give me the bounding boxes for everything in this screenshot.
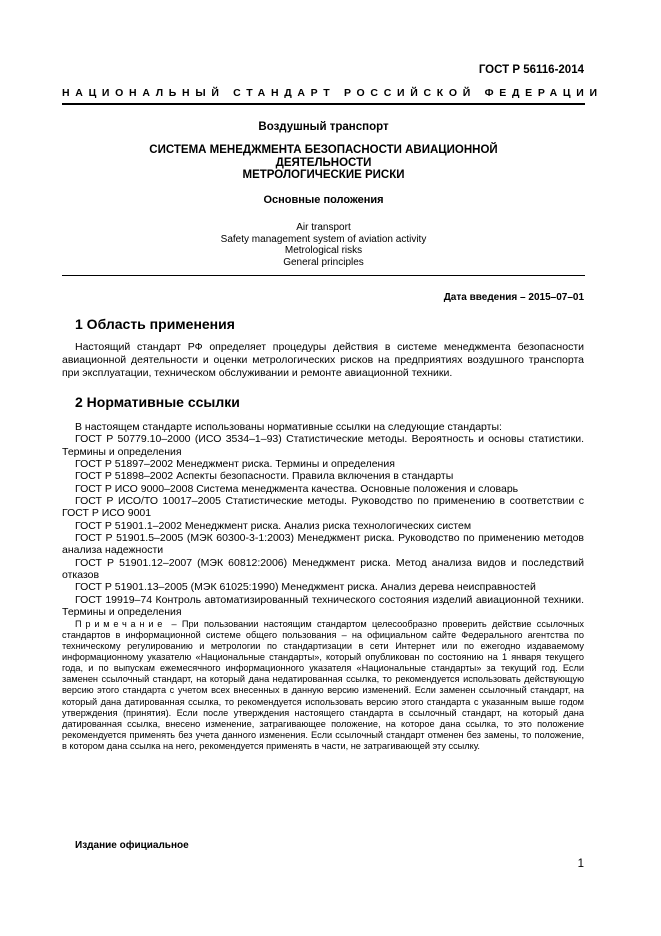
english-title-line: Air transport (296, 222, 351, 233)
title-line: ДЕЯТЕЛЬНОСТИ (275, 156, 372, 169)
document-subtitle: Основные положения (263, 194, 384, 206)
english-title (62, 222, 585, 268)
reference-item: ГОСТ Р ИСО/ТО 10017–2005 Статистические методы. Руководство по применению в соответствии с ГОСТ Р ИСО 9001 (62, 495, 584, 520)
note-text: – При пользовании настоящим стандартом целесообразно проверить действие ссылочных стандартов в информационной системе общего пользования – на официальном сайте Федерального агентства по техническому регулированию и метрологии по стандартизации в сети Интернет или по ежегодно издаваемому информационному указателю «Национальные стандарты», который опубликован по состоянию на 1 января текущего года, и по выпускам ежемесячного информационного указателя «Национальные стандарты» за текущий год. Если заменен ссылочный стандарт, на который дана недатированная ссылка, то рекомендуется использовать действующую версию этого стандарта с учетом всех внесенных в данную версию изменений. Если заменен ссылочный стандарт, на который дана датированная ссылка, то рекомендуется использовать версию этого стандарта с указанным выше годом утверждения (принятия). Если после утверждения настоящего стандарта в ссылочный стандарт, на который дана датированная ссылка, внесено изменение, затрагивающее положение, на которое дана ссылка, то это положение рекомендуется применять без учета данного изменения. Если ссылочный стандарт отменен без замены, то положение, в котором дана ссылка на него, рекомендуется применять в части, не затрагивающей эту ссылку. (62, 618, 584, 752)
section-heading-scope: 1 Область применения (75, 316, 235, 332)
subject-title: Воздушный транспорт (258, 121, 389, 133)
document-title (62, 144, 585, 182)
reference-item: ГОСТ Р 51901.13–2005 (МЭК 61025:1990) Менеджмент риска. Анализ дерева неисправностей (75, 581, 536, 594)
references-intro: В настоящем стандарте использованы нормативные ссылки на следующие стандарты: (75, 421, 502, 433)
references-list (62, 421, 584, 752)
title-line: СИСТЕМА МЕНЕДЖМЕНТА БЕЗОПАСНОСТИ АВИАЦИОННОЙ (149, 144, 498, 156)
reference-item: ГОСТ Р 51897–2002 Менеджмент риска. Термины и определения (75, 458, 395, 471)
reference-item: ГОСТ Р 51901.5–2005 (МЭК 60300-3-1:2003) Менеджмент риска. Руководство по применению методов анализа надежности (62, 532, 584, 557)
page-number: 1 (577, 858, 584, 870)
reference-item: ГОСТ Р ИСО 9000–2008 Система менеджмента качества. Основные положения и словарь (75, 482, 519, 495)
note-label: Примечание (75, 618, 167, 629)
references-note (62, 619, 584, 753)
standard-code: ГОСТ Р 56116-2014 (478, 64, 584, 76)
header-divider (62, 103, 585, 105)
reference-item: ГОСТ Р 51898–2002 Аспекты безопасности. Правила включения в стандарты (75, 470, 454, 483)
reference-item: ГОСТ 19919–74 Контроль автоматизированный технического состояния изделий авиационной техники. Термины и определения (62, 593, 584, 619)
reference-item: ГОСТ Р 50779.10–2000 (ИСО 3534–1–93) Статистические методы. Вероятность и основы статистики. Термины и определения (62, 433, 584, 458)
reference-item: ГОСТ Р 51901.1–2002 Менеджмент риска. Анализ риска технологических систем (75, 519, 472, 532)
english-title-line: General principles (283, 256, 364, 268)
title-divider (62, 275, 585, 276)
scope-paragraph: Настоящий стандарт РФ определяет процедуры действия в системе менеджмента безопасности авиационной деятельности и оценки метрологических рисков на предприятиях воздушного транспорта при эксплуатации, техническом обслуживании и ремонте авиационной техники. (62, 341, 584, 380)
section-heading-references: 2 Нормативные ссылки (75, 394, 240, 410)
reference-item: ГОСТ Р 51901.12–2007 (МЭК 60812:2006) Менеджмент риска. Метод анализа видов и последствий отказов (62, 556, 584, 582)
official-edition-label: Издание официальное (75, 840, 189, 851)
introduction-date: Дата введения – 2015–07–01 (443, 292, 584, 303)
title-line: МЕТРОЛОГИЧЕСКИЕ РИСКИ (242, 169, 405, 181)
english-title-line: Metrological risks (284, 245, 363, 256)
english-title-line: Safety management system of aviation activity (220, 233, 427, 245)
national-standard-banner: НАЦИОНАЛЬНЫЙ СТАНДАРТ РОССИЙСКОЙ ФЕДЕРАЦИИ (62, 87, 603, 99)
